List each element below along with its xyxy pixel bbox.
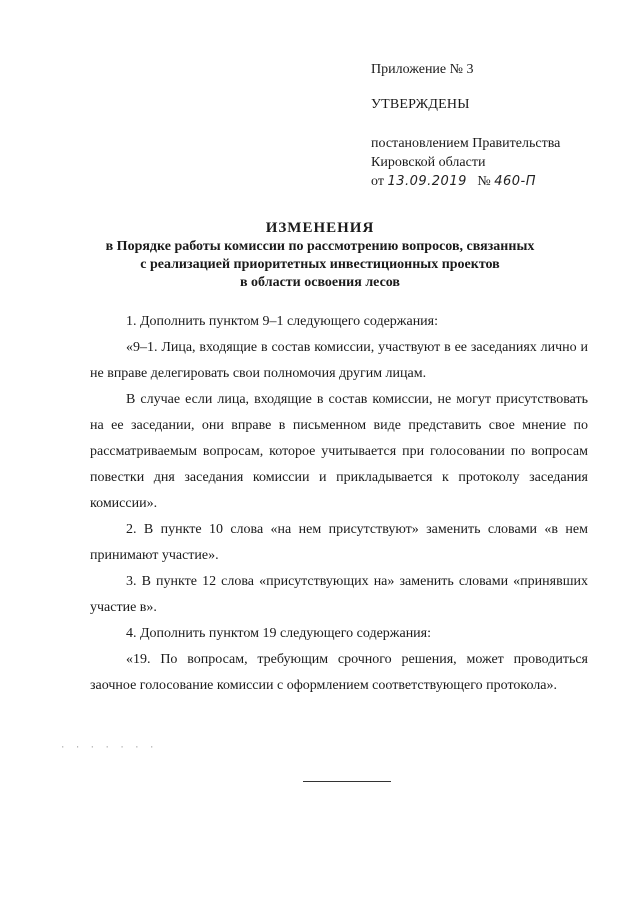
number-prefix: № <box>477 174 491 189</box>
paragraph-1: 1. Дополнить пунктом 9–1 следующего содержания: <box>126 314 439 329</box>
paragraph-5: 3. В пункте 12 слова «присутствующих на» заменить словами «принявших участие в». <box>90 574 588 615</box>
document-title <box>0 218 640 292</box>
paragraph-6: 4. Дополнить пунктом 19 следующего содержания: <box>126 626 432 641</box>
decree-line-1: постановлением Правительства <box>371 136 561 151</box>
approved-label: УТВЕРЖДЕНЫ <box>371 97 470 112</box>
title-main: ИЗМЕНЕНИЯ <box>265 220 375 236</box>
paragraph-7: «19. По вопросам, требующим срочного решения, может проводиться заочное голосование комиссии с оформлением соответствующего протокола». <box>90 652 588 693</box>
decree-reference <box>371 134 560 191</box>
decree-line-2: Кировской области <box>371 155 486 170</box>
paragraph-4: 2. В пункте 10 слова «на нем присутствуют» заменить словами «в нем принимают участие». <box>90 522 588 563</box>
document-body <box>90 309 588 699</box>
handwritten-date: 13.09.2019 <box>387 174 467 189</box>
paragraph-3: В случае если лица, входящие в состав комиссии, не могут присутствовать на ее заседании, они вправе в письменном виде представить свое мнение по рассматриваемым вопросам, которое учитывается при голосовании по вопросам повестки дня заседания комиссии и прикладывается к протоколу заседания комиссии». <box>90 392 588 511</box>
scan-artifact: · · · · · · · <box>60 743 157 753</box>
title-line-2: с реализацией приоритетных инвестиционных проектов <box>140 257 500 272</box>
decree-date-number <box>371 172 560 191</box>
title-line-3: в области освоения лесов <box>240 275 400 290</box>
date-prefix: от <box>371 174 384 189</box>
handwritten-number: 460-П <box>494 174 537 189</box>
appendix-label: Приложение № 3 <box>371 62 474 77</box>
title-line-1: в Порядке работы комиссии по рассмотрению вопросов, связанных <box>105 239 535 254</box>
end-of-document-rule <box>303 781 391 782</box>
paragraph-2: «9–1. Лица, входящие в состав комиссии, участвуют в ее заседаниях лично и не вправе делегировать свои полномочия другим лицам. <box>90 340 588 381</box>
